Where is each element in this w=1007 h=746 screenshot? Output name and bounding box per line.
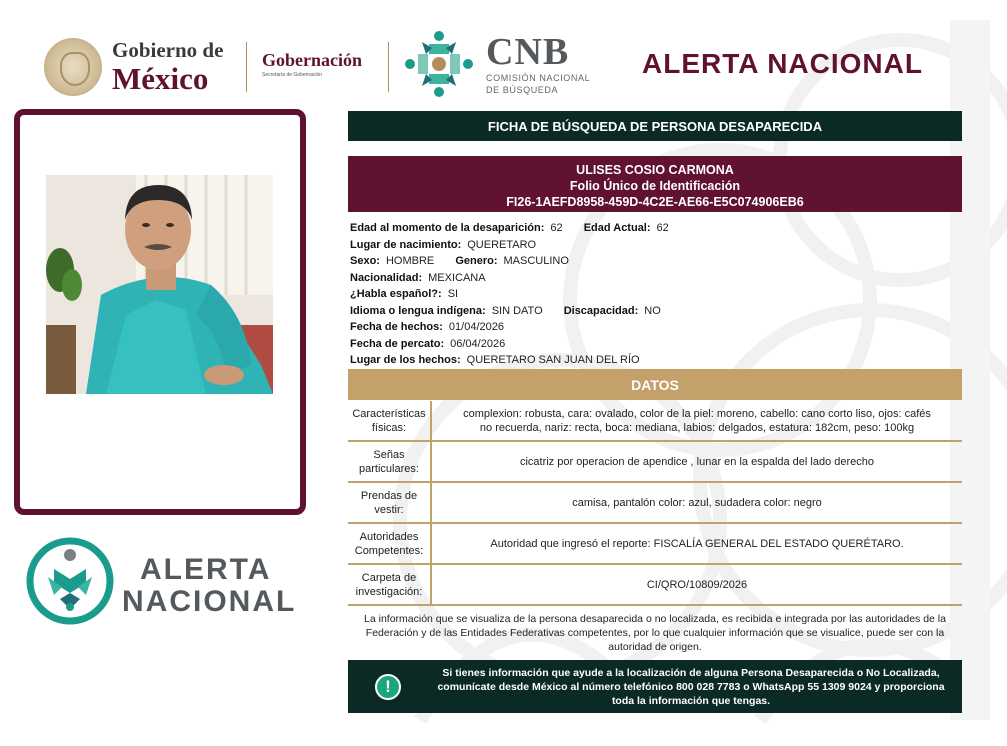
contact-bar [348, 660, 962, 713]
cnb-acronym: CNB [486, 30, 570, 73]
info-label: Discapacidad: [563, 304, 639, 317]
info-value: 62 [656, 222, 669, 234]
datos-label: Señas particulares: [348, 442, 432, 481]
info-value: 06/04/2026 [450, 337, 506, 350]
national-seal-icon [44, 38, 102, 96]
cnb-emblem-icon [402, 28, 476, 100]
info-row [350, 352, 960, 369]
gobernacion-text: Gobernación [262, 50, 363, 70]
disclaimer-text: La información que se visualiza de la persona desaparecida o no localizada, es recibida e integrada por las autoridades de la Federación y de las Entidades Federativas competentes, por lo que cualquier información que se visualice, puede ser con la autoridad de origen. [364, 613, 946, 653]
datos-row [348, 524, 962, 565]
info-label: Edad al momento de la desaparición: [350, 222, 545, 234]
datos-label: Carpeta de investigación: [348, 565, 432, 604]
info-label: Genero: [455, 255, 498, 267]
info-label: Edad Actual: [583, 222, 651, 234]
gobernacion-logo [262, 50, 382, 78]
gobierno-line2: México [112, 61, 209, 96]
header-divider [388, 42, 389, 92]
cnb-name-line2: DE BÚSQUEDA [486, 85, 559, 95]
info-value: 01/04/2026 [448, 321, 504, 333]
datos-value: complexion: robusta, cara: ovalado, color de la piel: moreno, cabello: cano corto liso, ojos: cafés no recuerda, nariz: recta, boca: mediana, labios: delgados, estatura: 182cm, peso: 100kg [463, 407, 931, 434]
info-row [350, 270, 960, 287]
info-label: ¿Habla español?: [350, 288, 442, 300]
folio-value: FI26-1AEFD8958-459D-4C2E-AE66-E5C074906EB6 [506, 195, 804, 209]
wordmark-line1: ALERTA [140, 553, 272, 586]
cnb-logo [402, 28, 612, 100]
gobierno-mexico-logo [44, 36, 244, 98]
datos-value: CI/QRO/10809/2026 [646, 578, 748, 591]
gobernacion-subtext: Secretaría de Gobernación [262, 72, 323, 78]
header-divider [246, 42, 247, 92]
info-row [350, 237, 960, 254]
datos-label: Prendas de vestir: [348, 483, 432, 522]
info-label: Fecha de hechos: [350, 321, 443, 333]
ficha-title: FICHA DE BÚSQUEDA DE PERSONA DESAPARECIDA [487, 118, 823, 134]
person-info [350, 220, 960, 369]
datos-value: camisa, pantalón color: azul, sudadera color: negro [572, 496, 822, 509]
info-row [350, 319, 960, 336]
info-value: SIN DATO [491, 304, 543, 317]
info-value: MASCULINO [503, 255, 569, 267]
ficha-title-bar [348, 111, 962, 141]
info-value: SI [447, 288, 459, 300]
info-row [350, 220, 960, 237]
alerta-nacional-wordmark [122, 555, 296, 617]
datos-label: Características físicas: [348, 401, 432, 440]
person-name-box [348, 156, 962, 212]
info-label: Fecha de percato: [350, 337, 445, 350]
info-value: HOMBRE [385, 255, 435, 267]
wordmark-line2: NACIONAL [122, 585, 297, 618]
info-value: MEXICANA [428, 271, 486, 284]
datos-table [348, 401, 962, 606]
info-row [350, 336, 960, 353]
folio-label: Folio Único de Identificación [569, 179, 741, 193]
info-row [350, 253, 960, 270]
datos-value: cicatriz por operacion de apendice , lunar en la espalda del lado derecho [519, 455, 875, 468]
info-value: NO [644, 304, 661, 317]
info-value: QUERETARO SAN JUAN DEL RÍO [466, 354, 640, 366]
info-label: Lugar de nacimiento: [350, 238, 462, 251]
cnb-name-line1: COMISIÓN NACIONAL [486, 72, 591, 83]
info-label: Lugar de los hechos: [350, 354, 461, 366]
alerta-nacional-title: ALERTA NACIONAL [642, 48, 923, 79]
info-label: Sexo: [350, 255, 380, 267]
alerta-nacional-emblem-icon [26, 537, 114, 625]
datos-row [348, 442, 962, 483]
datos-title: DATOS [631, 376, 679, 393]
datos-row [348, 401, 962, 442]
info-label: Idioma o lengua indígena: [350, 304, 486, 317]
info-label: Nacionalidad: [350, 271, 423, 284]
datos-title-bar [348, 369, 962, 400]
person-photo [46, 175, 273, 394]
datos-row [348, 483, 962, 524]
info-value: 62 [550, 222, 563, 234]
person-name: ULISES COSIO CARMONA [576, 163, 734, 177]
info-row [350, 286, 960, 303]
datos-value: Autoridad que ingresó el reporte: FISCALÍA GENERAL DEL ESTADO QUERÉTARO. [490, 537, 904, 550]
contact-text: Si tienes información que ayude a la localización de alguna Persona Desaparecida o No Localizada, comunícate desde México al número telefónico 800 028 7783 o WhatsApp 55 1309 9024 y proporciona toda la información que tengas. [437, 666, 945, 707]
datos-label: Autoridades Competentes: [348, 524, 432, 563]
datos-row [348, 565, 962, 606]
info-value: QUERETARO [467, 238, 537, 251]
info-row [350, 303, 960, 320]
gobierno-line1: Gobierno de [112, 38, 224, 62]
exclamation-icon: ! [375, 674, 401, 700]
